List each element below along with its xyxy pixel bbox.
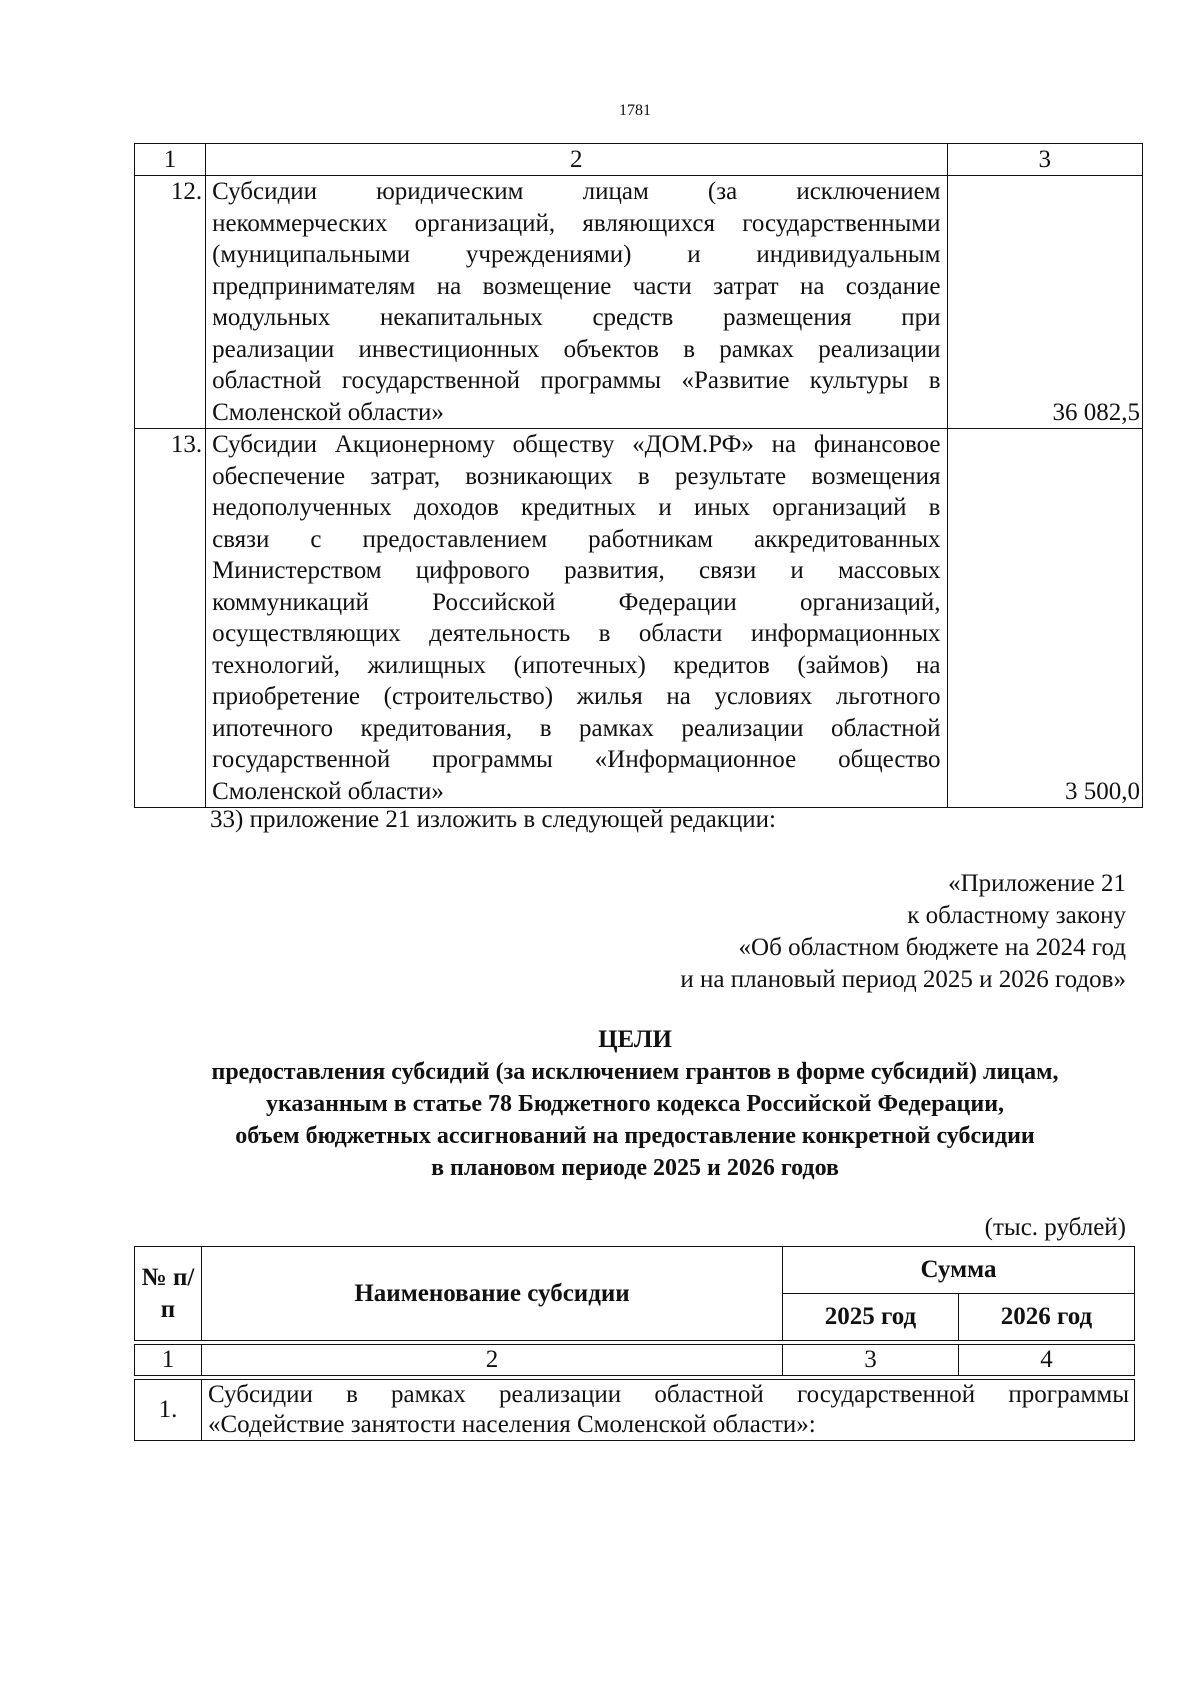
title-line: предоставления субсидий (за исключением грантов в форме субсидий) лицам, (211, 1059, 1059, 1085)
text-line: обеспечение затрат, возникающих в результате возмещения (212, 462, 941, 490)
text-line: осуществляющих деятельность в области информационных (212, 620, 941, 647)
table-row (135, 1380, 1135, 1441)
text-line: ипотечного кредитования, в рамках реализации областной (212, 714, 941, 742)
subsidies-goals-table (134, 1246, 1135, 1441)
text-line: «Содействие занятости населения Смоленской области»: (208, 1411, 816, 1438)
text-line: коммуникаций Российской Федерации организаций, (212, 588, 941, 616)
text-line: предпринимателям на возмещение части затрат на создание (212, 272, 941, 300)
title-line: объем бюджетных ассигнований на предоставление конкретной субсидии (235, 1123, 1035, 1149)
text-line: модульных некапитальных средств размещения при (212, 304, 941, 331)
text-line: областной государственной программы «Развитие культуры в (212, 367, 941, 394)
column-number-2: 2 (202, 1345, 783, 1376)
text-line: Смоленской области» (212, 398, 444, 426)
column-number-3: 3 (783, 1345, 959, 1376)
page-number: 1781 (619, 102, 651, 119)
title-line: в плановом периоде 2025 и 2026 годов (431, 1155, 839, 1181)
title-line: указанным в статье 78 Бюджетного кодекса Российской Федерации, (265, 1091, 1005, 1117)
table-header-row (135, 1247, 1135, 1294)
appendix-line: к областному закону (907, 902, 1126, 929)
table-row (135, 429, 1143, 808)
table-row (135, 176, 1143, 429)
subsidy-description (206, 429, 947, 808)
row-number: 1. (135, 1380, 202, 1441)
text-line: приобретение (строительство) жилья на условиях льготного (212, 683, 941, 710)
column-number-3: 3 (947, 144, 1143, 176)
column-number-4: 4 (959, 1345, 1135, 1376)
row-number: 13. (135, 429, 206, 808)
text-line: недополученных доходов кредитных и иных организаций в (212, 494, 941, 521)
header-sum: Сумма (783, 1247, 1135, 1294)
appendix-reference (680, 868, 1126, 996)
table-header-row (135, 144, 1143, 176)
header-year-2026: 2026 год (959, 1294, 1135, 1341)
amendment-instruction: 33) приложение 21 изложить в следующей редакции: (210, 806, 776, 833)
text-line: государственной программы «Информационное общество (212, 746, 941, 773)
subsidies-table-continued (134, 143, 1143, 808)
header-number: № п/п (135, 1247, 202, 1341)
units-label: (тыс. рублей) (984, 1214, 1126, 1241)
row-number: 12. (135, 176, 206, 429)
text-line: Смоленской области» (212, 777, 444, 805)
text-line: Субсидии в рамках реализации областной государственной программы (208, 1381, 1129, 1408)
header-subsidy-name: Наименование субсидии (202, 1247, 783, 1341)
appendix-line: «Приложение 21 (948, 870, 1126, 897)
text-line: Субсидии Акционерному обществу «ДОМ.РФ» на финансовое (212, 431, 941, 458)
column-number-1: 1 (135, 1345, 202, 1376)
subsidy-description (202, 1380, 1135, 1441)
subsidy-description (206, 176, 947, 429)
text-line: Министерством цифрового развития, связи и массовых (212, 557, 941, 584)
text-line: связи с предоставлением работникам аккредитованных (212, 525, 941, 553)
appendix-line: и на плановый период 2025 и 2026 годов» (680, 966, 1126, 993)
header-year-2025: 2025 год (783, 1294, 959, 1341)
text-line: технологий, жилищных (ипотечных) кредитов (займов) на (212, 651, 941, 679)
text-line: реализации инвестиционных объектов в рамках реализации (212, 335, 941, 363)
document-title (0, 1024, 1200, 1184)
appendix-line: «Об областном бюджете на 2024 год (738, 934, 1126, 961)
column-number-1: 1 (135, 144, 206, 176)
subsidy-amount: 36 082,5 (947, 176, 1143, 429)
column-number-2: 2 (206, 144, 947, 176)
subsidy-amount: 3 500,0 (947, 429, 1143, 808)
text-line: некоммерческих организаций, являющихся государственными (212, 209, 941, 237)
column-numbers-row (135, 1345, 1135, 1376)
title-main: ЦЕЛИ (598, 1026, 672, 1053)
text-line: Субсидии юридическим лицам (за исключением (212, 178, 941, 205)
text-line: (муниципальными учреждениями) и индивидуальным (212, 241, 941, 268)
